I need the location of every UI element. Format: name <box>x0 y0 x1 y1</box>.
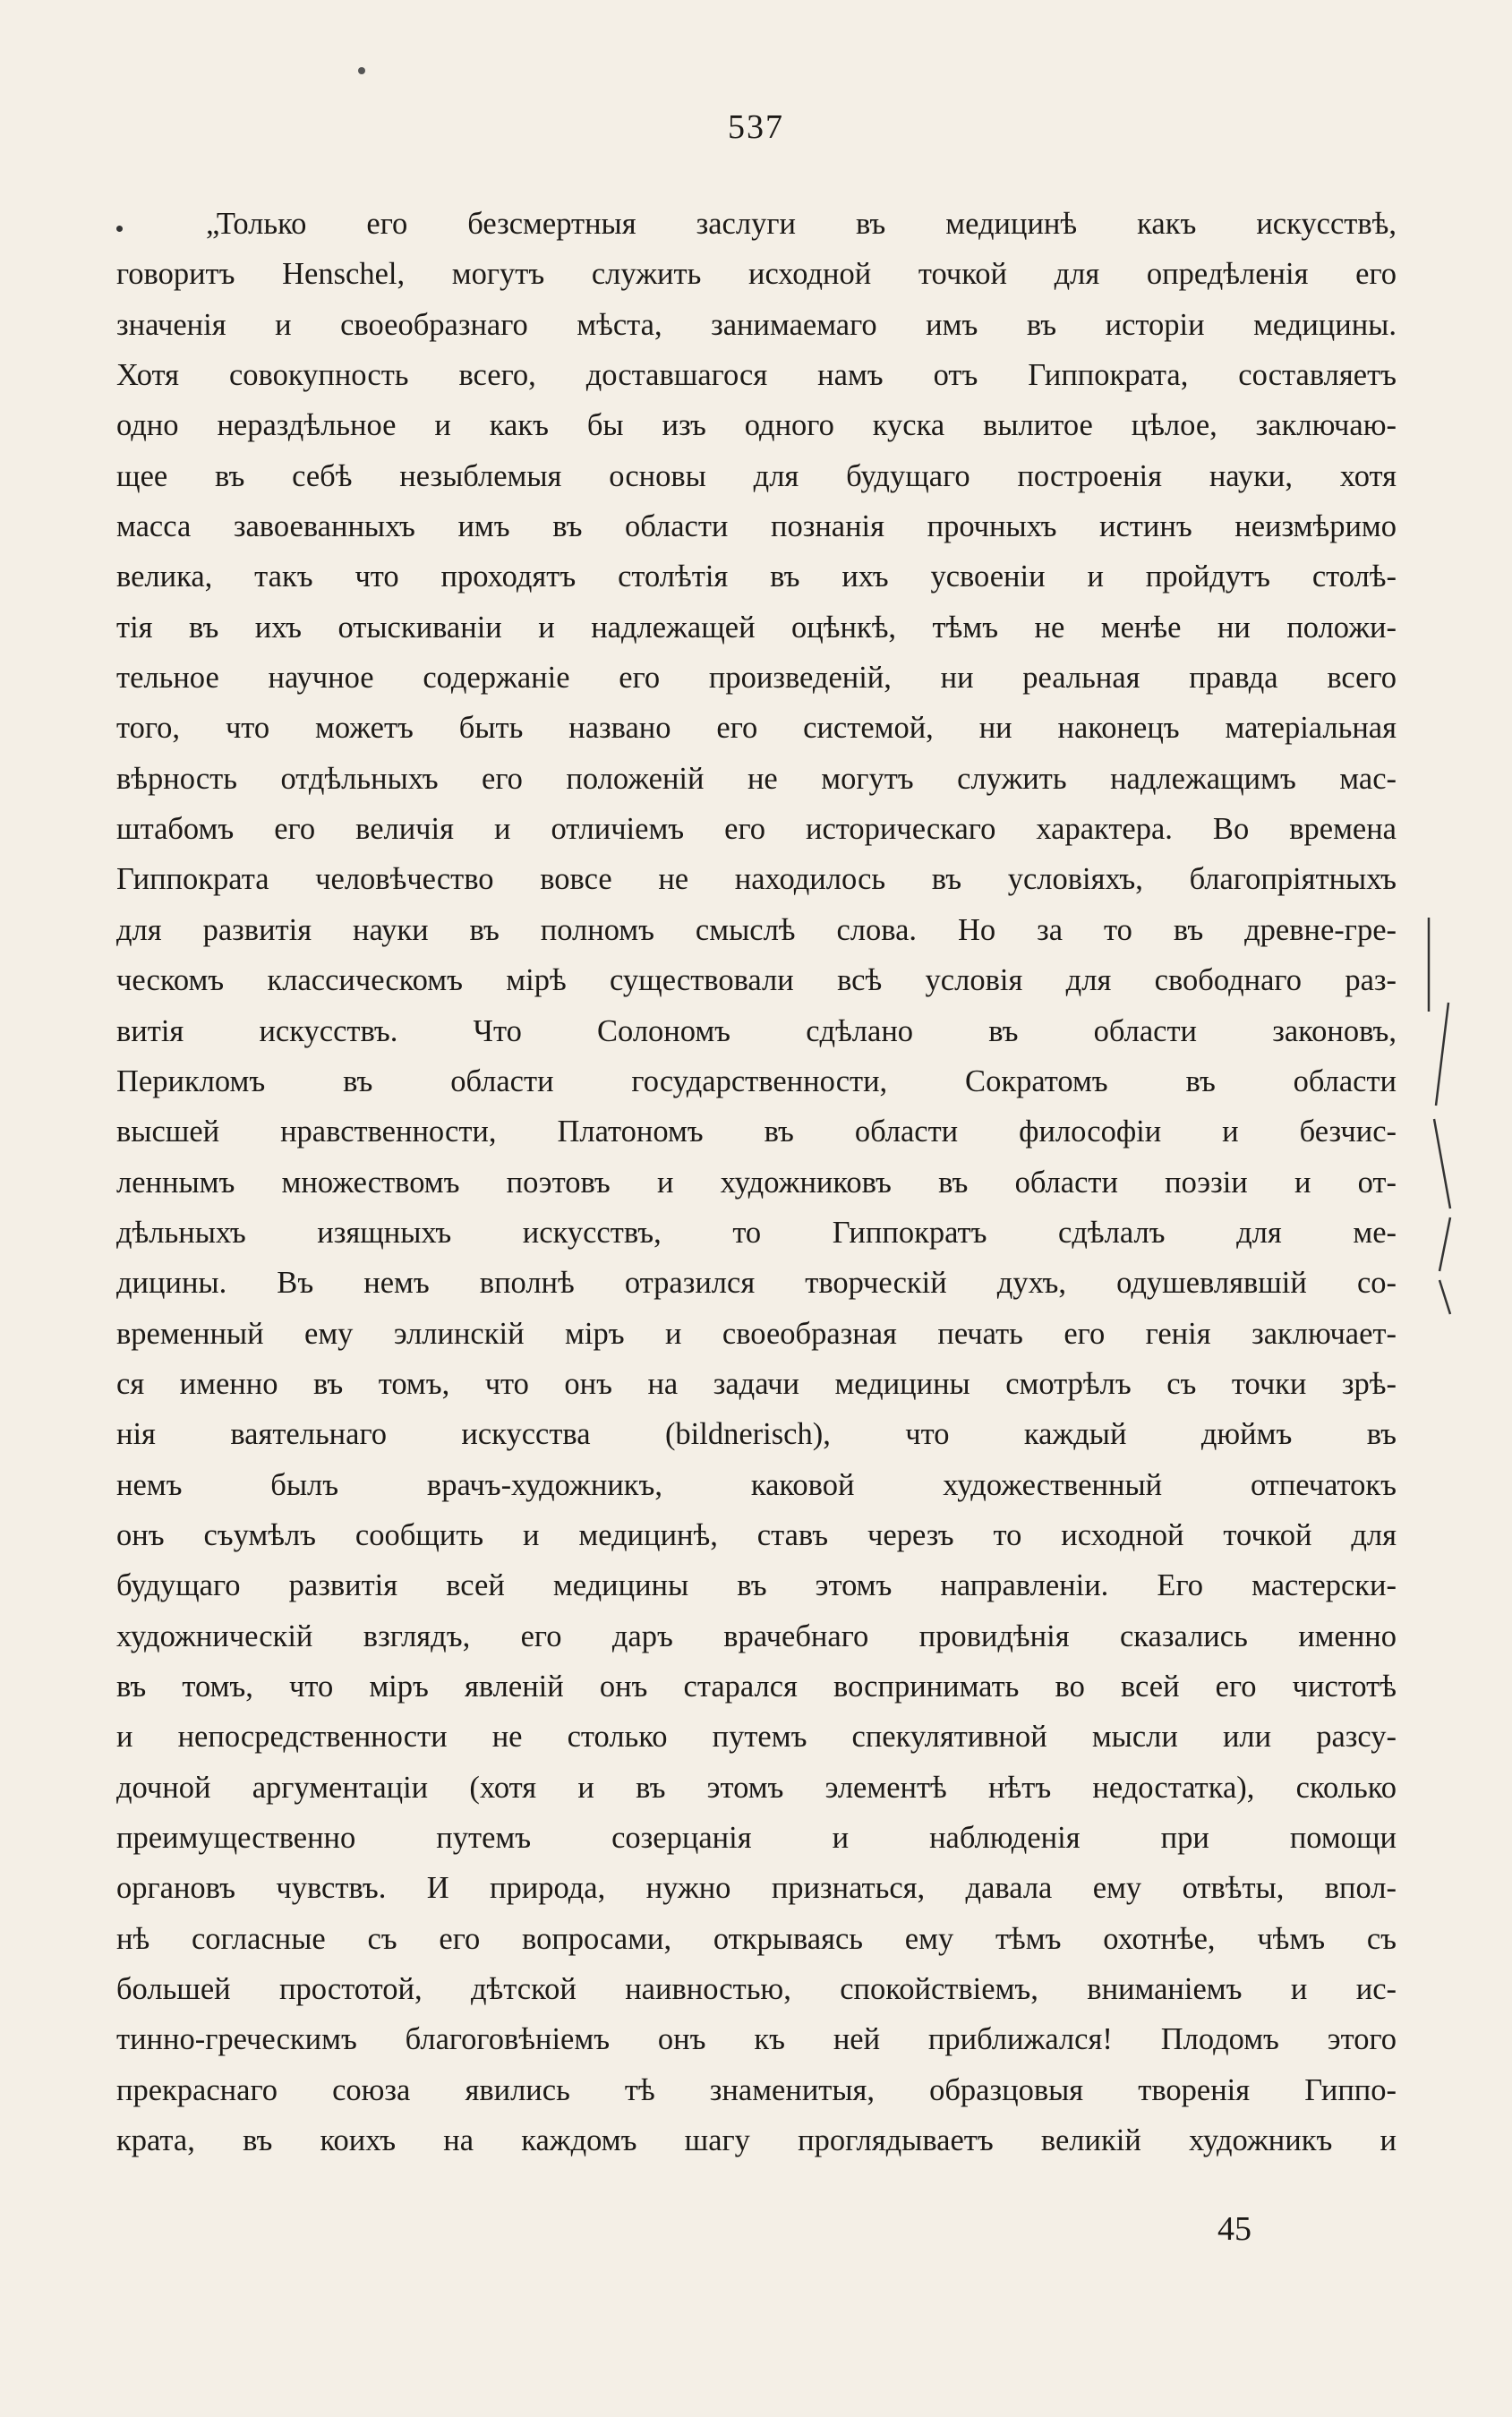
page-number: 537 <box>728 108 784 146</box>
text-line: немъ былъ врачъ-художникъ, каковой художественный отпечатокъ <box>116 1467 1397 1502</box>
text-line: того, что можетъ быть названо его системой, ни наконецъ матеріальная <box>116 711 1397 746</box>
text-line: витія искусствъ. Что Солономъ сдѣлано въ области законовъ, <box>116 1013 1397 1048</box>
text-line: штабомъ его величія и отличіемъ его историческаго характера. Во времена <box>116 812 1397 847</box>
text-line: будущаго развитія всей медицины въ этомъ направленіи. Его мастерски- <box>116 1568 1397 1603</box>
pencil-stroke <box>1429 918 1450 1314</box>
text-line: нія ваятельнаго искусства (bildnerisch), что каждый дюймъ въ <box>116 1417 1397 1452</box>
text-line: „Только его безсмертныя заслуги въ медицинѣ какъ искусствѣ, <box>206 207 1397 241</box>
text-line: Перикломъ въ области государственности, Сократомъ въ области <box>116 1063 1397 1098</box>
text-line: прекраснаго союза явились тѣ знаменитыя, образцовыя творенія Гиппо- <box>116 2072 1397 2107</box>
text-line: тія въ ихъ отыскиваніи и надлежащей оцѣнкѣ, тѣмъ не менѣе ни положи- <box>116 610 1397 645</box>
body-text <box>116 199 1397 2165</box>
text-line: Хотя совокупность всего, доставшагося намъ отъ Гиппократа, составляетъ <box>116 358 1397 393</box>
text-line: говоритъ Henschel, могутъ служить исходной точкой для опредѣленія его <box>116 257 1397 292</box>
margin-pencil-mark <box>1423 913 1459 1316</box>
text-line: значенія и своеобразнаго мѣста, занимаемаго имъ въ исторіи медицины. <box>116 307 1397 342</box>
text-line: тинно-греческимъ благоговѣніемъ онъ къ ней приближался! Плодомъ этого <box>116 2022 1397 2057</box>
text-line: и непосредственности не столько путемъ спекулятивной мысли или разсу- <box>116 1720 1397 1755</box>
text-line: для развитія науки въ полномъ смыслѣ слова. Но за то въ древне-гре- <box>116 912 1397 947</box>
text-line: ческомъ классическомъ мірѣ существовали всѣ условія для свободнаго раз- <box>116 963 1397 998</box>
text-line: онъ съумѣлъ сообщить и медицинѣ, ставъ черезъ то исходной точкой для <box>116 1517 1397 1552</box>
text-line: масса завоеванныхъ имъ въ области познанія прочныхъ истинъ неизмѣримо <box>116 509 1397 544</box>
text-line: щее въ себѣ незыблемыя основы для будущаго построенія науки, хотя <box>116 458 1397 493</box>
ink-speck <box>358 67 365 74</box>
text-line: одно нераздѣльное и какъ бы изъ одного куска вылитое цѣлое, заключаю- <box>116 408 1397 443</box>
text-line: въ томъ, что міръ явленій онъ старался воспринимать во всей его чистотѣ <box>116 1669 1397 1704</box>
text-line: ся именно въ томъ, что онъ на задачи медицины смотрѣлъ съ точки зрѣ- <box>116 1366 1397 1401</box>
text-line: преимущественно путемъ созерцанія и наблюденія при помощи <box>116 1821 1397 1855</box>
text-line: леннымъ множествомъ поэтовъ и художниковъ въ области поэзіи и от- <box>116 1165 1397 1200</box>
text-line: Гиппократа человѣчество вовсе не находилось въ условіяхъ, благопріятныхъ <box>116 862 1397 897</box>
signature-mark: 45 <box>1217 2210 1251 2248</box>
text-line: крата, въ коихъ на каждомъ шагу проглядываетъ великій художникъ и <box>116 2123 1397 2158</box>
text-line: дицины. Въ немъ вполнѣ отразился творческій духъ, одушевлявшій со- <box>116 1266 1397 1301</box>
text-line: высшей нравственности, Платономъ въ области философіи и безчис- <box>116 1115 1397 1149</box>
text-line: временный ему эллинскій міръ и своеобразная печать его генія заключает- <box>116 1316 1397 1351</box>
text-line: велика, такъ что проходятъ столѣтія въ ихъ усвоеніи и пройдутъ столѣ- <box>116 559 1397 594</box>
text-line: дѣльныхъ изящныхъ искусствъ, то Гиппократъ сдѣлалъ для ме- <box>116 1215 1397 1250</box>
text-line: художническій взглядъ, его даръ врачебнаго провидѣнія сказались именно <box>116 1618 1397 1653</box>
text-line: тельное научное содержаніе его произведеній, ни реальная правда всего <box>116 661 1397 696</box>
text-line: вѣрность отдѣльныхъ его положеній не могутъ служить надлежащимъ мас- <box>116 761 1397 796</box>
text-line: дочной аргументаціи (хотя и въ этомъ элементѣ нѣтъ недостатка), сколько <box>116 1770 1397 1805</box>
text-line: органовъ чувствъ. И природа, нужно признаться, давала ему отвѣты, впол- <box>116 1871 1397 1906</box>
text-line: нѣ согласные съ его вопросами, открываясь ему тѣмъ охотнѣе, чѣмъ съ <box>116 1921 1397 1956</box>
text-line: большей простотой, дѣтской наивностью, спокойствіемъ, вниманіемъ и ис- <box>116 1972 1397 2007</box>
